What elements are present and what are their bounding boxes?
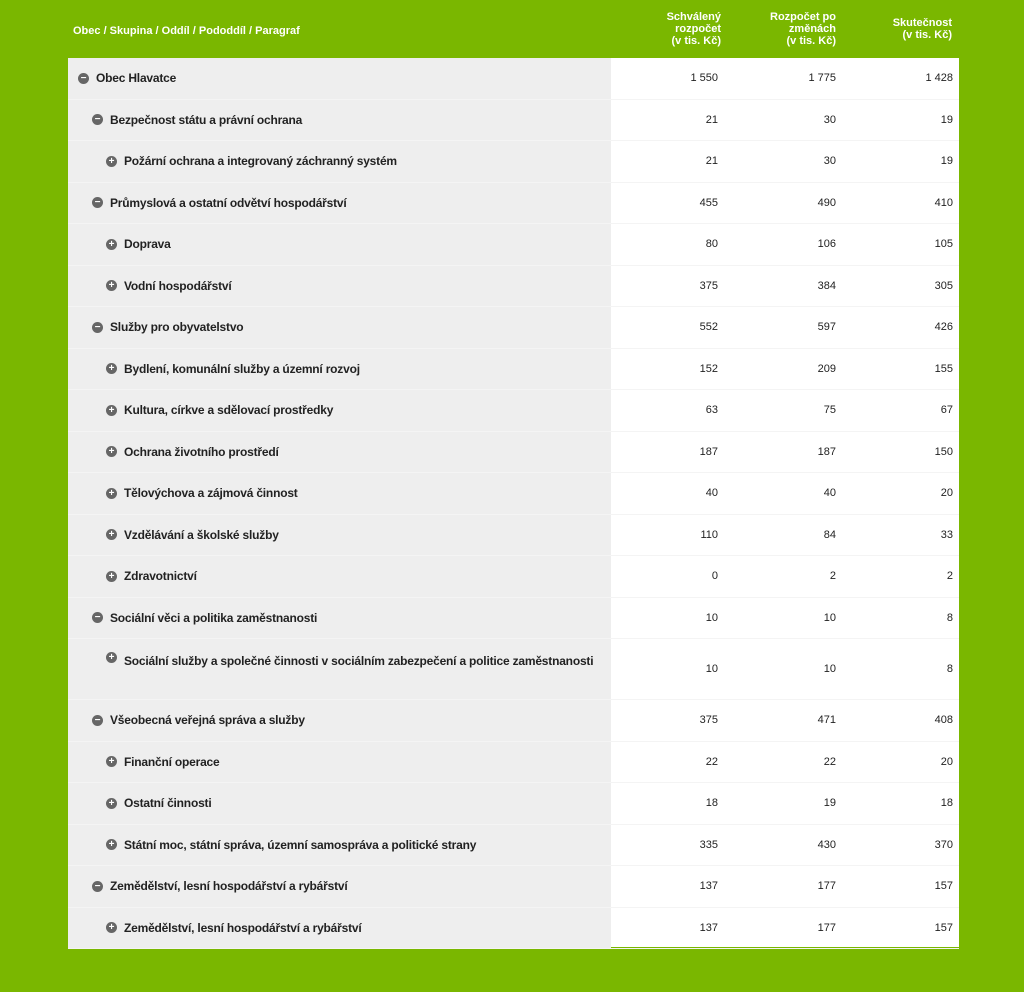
table-row xyxy=(68,100,959,142)
revised-value: 597 xyxy=(817,321,836,334)
approved-value: 335 xyxy=(699,838,718,851)
expand-icon[interactable]: + xyxy=(106,156,117,167)
revised-value: 2 xyxy=(829,570,836,583)
revised-value: 30 xyxy=(823,113,836,126)
approved-value: 80 xyxy=(705,238,718,251)
actual-value: 19 xyxy=(940,155,953,168)
header-name-column: Obec / Skupina / Oddíl / Pododdíl / Paragraf xyxy=(73,25,300,37)
table-row xyxy=(68,473,959,515)
approved-value: 21 xyxy=(705,113,718,126)
row-label[interactable]: Finanční operace xyxy=(124,754,220,769)
row-name-cell xyxy=(68,349,611,390)
table-row xyxy=(68,266,959,308)
actual-value: 408 xyxy=(934,714,953,727)
revised-value: 177 xyxy=(817,880,836,893)
expand-icon[interactable]: + xyxy=(106,756,117,767)
revised-value: 10 xyxy=(823,663,836,675)
row-label[interactable]: Zemědělství, lesní hospodářství a rybářství xyxy=(110,879,348,894)
approved-value: 0 xyxy=(711,570,718,583)
header-actual-line: Skutečnost xyxy=(892,17,952,29)
expand-icon[interactable]: + xyxy=(106,798,117,809)
row-name-cell xyxy=(68,639,611,699)
approved-value: 187 xyxy=(699,445,718,458)
row-label[interactable]: Vzdělávání a školské služby xyxy=(124,527,279,542)
approved-value: 63 xyxy=(705,404,718,417)
approved-value: 40 xyxy=(705,487,718,500)
actual-value: 33 xyxy=(940,528,953,541)
row-name-cell xyxy=(68,783,611,824)
revised-value: 384 xyxy=(817,279,836,292)
header-approved-line: (v tis. Kč) xyxy=(671,35,721,47)
table-row xyxy=(68,183,959,225)
row-label[interactable]: Sociální služby a společné činnosti v sociálním zabezpečení a politice zaměstnanosti xyxy=(124,654,594,668)
table-row xyxy=(68,58,959,100)
collapse-icon[interactable]: − xyxy=(92,612,103,623)
actual-value: 105 xyxy=(934,238,953,251)
revised-value: 30 xyxy=(823,155,836,168)
actual-value: 20 xyxy=(940,755,953,768)
header-actual-line: (v tis. Kč) xyxy=(902,29,952,41)
table-row xyxy=(68,866,959,908)
header-approved-line: rozpočet xyxy=(675,23,721,35)
actual-value: 157 xyxy=(934,921,953,934)
expand-icon[interactable]: + xyxy=(106,529,117,540)
table-header xyxy=(68,0,959,58)
header-revised-budget xyxy=(733,11,836,47)
table-row xyxy=(68,908,959,950)
row-name-cell xyxy=(68,100,611,141)
row-label[interactable]: Všeobecná veřejná správa a služby xyxy=(110,713,305,728)
actual-value: 8 xyxy=(946,611,953,624)
revised-value: 430 xyxy=(817,838,836,851)
revised-value: 40 xyxy=(823,487,836,500)
row-name-cell xyxy=(68,556,611,597)
actual-value: 150 xyxy=(934,445,953,458)
budget-table xyxy=(68,58,959,947)
row-name-cell xyxy=(68,515,611,556)
table-row xyxy=(68,598,959,640)
table-row xyxy=(68,783,959,825)
header-actual xyxy=(843,17,952,41)
expand-icon[interactable]: + xyxy=(106,571,117,582)
row-label[interactable]: Ochrana životního prostředí xyxy=(124,444,279,459)
approved-value: 375 xyxy=(699,279,718,292)
actual-value: 2 xyxy=(946,570,953,583)
row-name-cell xyxy=(68,866,611,907)
table-row xyxy=(68,639,959,700)
row-name-cell xyxy=(68,307,611,348)
row-label[interactable]: Tělovýchova a zájmová činnost xyxy=(124,486,298,501)
actual-value: 155 xyxy=(934,362,953,375)
revised-value: 177 xyxy=(817,921,836,934)
approved-value: 22 xyxy=(705,755,718,768)
expand-icon[interactable]: + xyxy=(106,446,117,457)
row-label[interactable]: Průmyslová a ostatní odvětví hospodářství xyxy=(110,195,347,210)
table-row xyxy=(68,742,959,784)
revised-value: 1 775 xyxy=(808,72,836,85)
row-name-cell xyxy=(68,183,611,224)
row-name-cell xyxy=(68,742,611,783)
actual-value: 18 xyxy=(940,797,953,810)
collapse-icon[interactable]: − xyxy=(92,197,103,208)
row-label[interactable]: Sociální věci a politika zaměstnanosti xyxy=(110,610,318,625)
table-row xyxy=(68,224,959,266)
header-revised-line: Rozpočet po xyxy=(770,11,836,23)
row-name-cell xyxy=(68,141,611,182)
approved-value: 455 xyxy=(699,196,718,209)
revised-value: 19 xyxy=(823,797,836,810)
expand-icon[interactable]: + xyxy=(106,922,117,933)
expand-icon[interactable]: + xyxy=(106,405,117,416)
revised-value: 471 xyxy=(817,714,836,727)
row-label[interactable]: Služby pro obyvatelstvo xyxy=(110,320,244,335)
revised-value: 22 xyxy=(823,755,836,768)
collapse-icon[interactable]: − xyxy=(92,322,103,333)
actual-value: 1 428 xyxy=(925,72,953,85)
table-row xyxy=(68,432,959,474)
revised-value: 490 xyxy=(817,196,836,209)
revised-value: 10 xyxy=(823,611,836,624)
revised-value: 209 xyxy=(817,362,836,375)
actual-value: 305 xyxy=(934,279,953,292)
approved-value: 137 xyxy=(699,921,718,934)
table-row xyxy=(68,556,959,598)
row-name-cell xyxy=(68,390,611,431)
expand-icon[interactable]: + xyxy=(106,280,117,291)
header-approved-budget xyxy=(628,11,721,47)
approved-value: 137 xyxy=(699,880,718,893)
header-revised-line: změnách xyxy=(788,23,836,35)
row-label[interactable]: Bezpečnost státu a právní ochrana xyxy=(110,112,303,127)
expand-icon[interactable]: + xyxy=(106,363,117,374)
expand-icon[interactable]: + xyxy=(106,839,117,850)
expand-icon[interactable]: + xyxy=(106,488,117,499)
approved-value: 1 550 xyxy=(690,72,718,85)
actual-value: 67 xyxy=(940,404,953,417)
row-name-cell xyxy=(68,908,611,949)
approved-value: 110 xyxy=(700,528,718,541)
actual-value: 19 xyxy=(940,113,953,126)
row-label[interactable]: Bydlení, komunální služby a územní rozvoj xyxy=(124,361,360,376)
collapse-icon[interactable]: − xyxy=(92,881,103,892)
row-name-cell xyxy=(68,58,611,99)
row-label[interactable]: Zdravotnictví xyxy=(124,569,197,584)
approved-value: 552 xyxy=(699,321,718,334)
actual-value: 426 xyxy=(934,321,953,334)
row-name-cell xyxy=(68,432,611,473)
revised-value: 84 xyxy=(823,528,836,541)
approved-value: 10 xyxy=(705,611,718,624)
row-name-cell xyxy=(68,266,611,307)
header-revised-line: (v tis. Kč) xyxy=(786,35,836,47)
revised-value: 106 xyxy=(817,238,836,251)
actual-value: 370 xyxy=(934,838,953,851)
approved-value: 375 xyxy=(699,714,718,727)
approved-value: 152 xyxy=(699,362,718,375)
expand-icon[interactable]: + xyxy=(106,652,117,663)
row-name-cell xyxy=(68,224,611,265)
header-approved-line: Schválený xyxy=(666,11,721,23)
expand-icon[interactable]: + xyxy=(106,239,117,250)
revised-value: 75 xyxy=(823,404,836,417)
approved-value: 10 xyxy=(705,663,718,675)
table-row xyxy=(68,349,959,391)
table-row xyxy=(68,825,959,867)
row-label[interactable]: Vodní hospodářství xyxy=(124,278,232,293)
row-label[interactable]: Obec Hlavatce xyxy=(96,71,177,86)
collapse-icon[interactable]: − xyxy=(78,73,89,84)
table-row xyxy=(68,390,959,432)
row-label[interactable]: Zemědělství, lesní hospodářství a rybářství xyxy=(124,920,362,935)
row-name-cell xyxy=(68,700,611,741)
approved-value: 21 xyxy=(705,155,718,168)
actual-value: 8 xyxy=(946,663,953,675)
row-label[interactable]: Státní moc, státní správa, územní samospráva a politické strany xyxy=(124,837,477,852)
row-name-cell xyxy=(68,473,611,514)
row-label[interactable]: Doprava xyxy=(124,237,171,252)
actual-value: 157 xyxy=(934,880,953,893)
row-label[interactable]: Kultura, církve a sdělovací prostředky xyxy=(124,403,334,418)
collapse-icon[interactable]: − xyxy=(92,715,103,726)
actual-value: 410 xyxy=(934,196,953,209)
revised-value: 187 xyxy=(817,445,836,458)
actual-value: 20 xyxy=(940,487,953,500)
row-label[interactable]: Ostatní činnosti xyxy=(124,796,212,811)
approved-value: 18 xyxy=(705,797,718,810)
row-name-cell xyxy=(68,598,611,639)
table-row xyxy=(68,307,959,349)
row-label[interactable]: Požární ochrana a integrovaný záchranný systém xyxy=(124,154,397,169)
collapse-icon[interactable]: − xyxy=(92,114,103,125)
table-row xyxy=(68,141,959,183)
table-row xyxy=(68,515,959,557)
table-row xyxy=(68,700,959,742)
row-name-cell xyxy=(68,825,611,866)
